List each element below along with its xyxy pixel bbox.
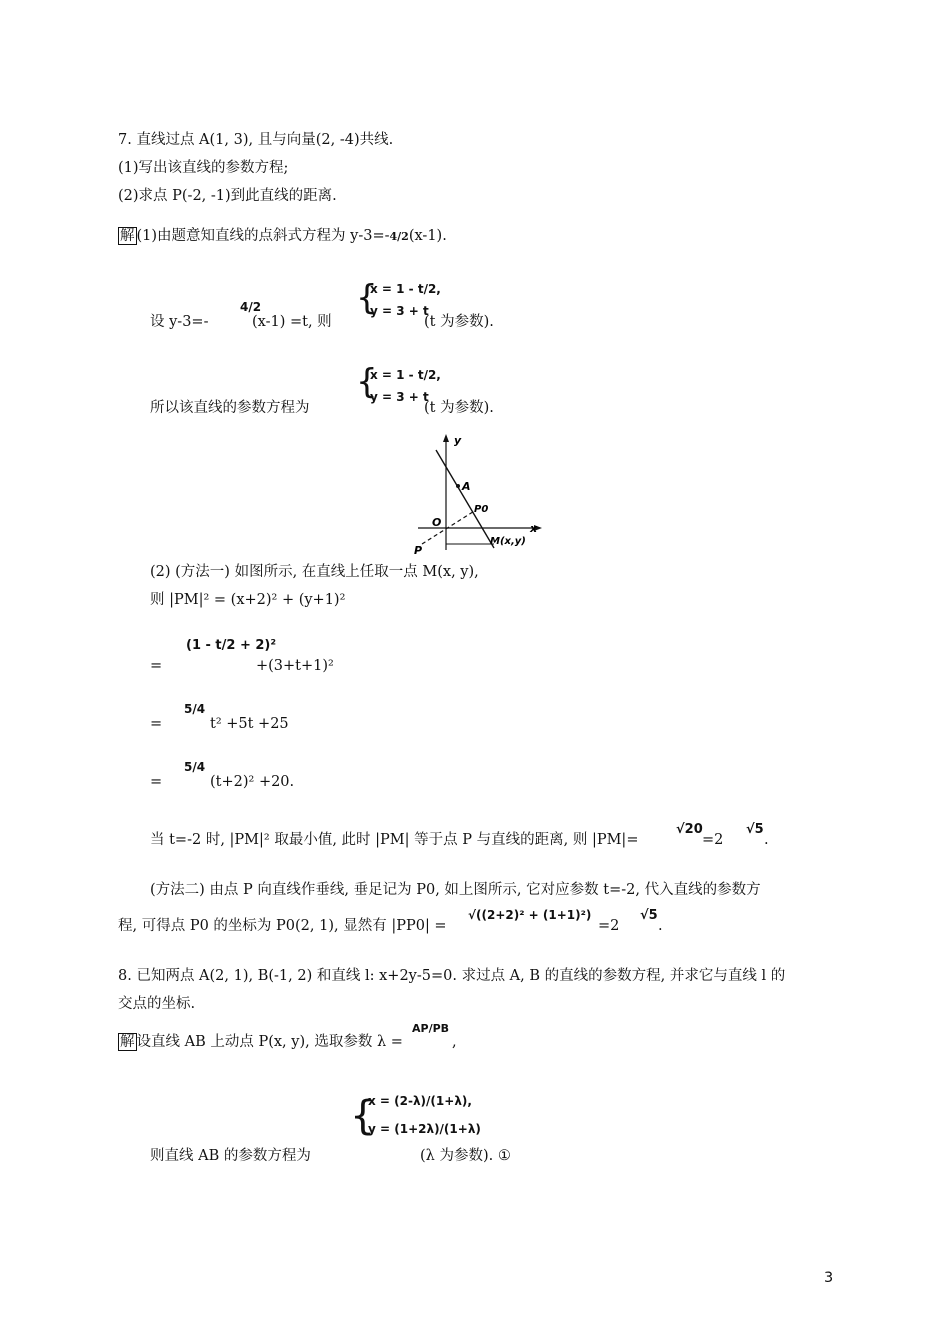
system-x-eq: x = 1 - t/2, [370, 282, 441, 296]
q8-system-y: y = (1+2λ)/(1+λ) [368, 1122, 481, 1136]
eq1-bracket: (1 - t/2 + 2)² [186, 638, 277, 653]
o-label: O [432, 516, 442, 529]
when-end: . [764, 832, 769, 848]
y-label: y [454, 434, 462, 447]
line-l [436, 450, 494, 548]
y-axis-arrow [443, 434, 449, 442]
root-5: √5 [746, 822, 764, 837]
eq1-lhs: = [150, 658, 163, 674]
m-label: M(x,y) [490, 536, 526, 547]
q7-title: 7. 直线过点 A(1, 3), 且与向量(2, -4)共线. [118, 132, 394, 148]
root-20: √20 [676, 822, 703, 837]
system-y-eq-2: y = 3 + t [370, 390, 429, 404]
q8-line1: 8. 已知两点 A(2, 1), B(-1, 2) 和直线 l: x+2y-5=0. 求过点 A, B 的直线的参数方程, 并求它与直线 l 的 [118, 968, 786, 984]
method2-line2: 程, 可得点 P0 的坐标为 P0(2, 1), 显然有 |PP0| = [118, 918, 447, 934]
q7-set-line: 设 y-3=- [150, 314, 209, 330]
fraction-ap-pb: AP/PB [412, 1022, 450, 1035]
fraction-5-4: 5/4 [184, 702, 206, 716]
q8-solution-line: 解 设直线 AB 上动点 P(x, y), 选取参数 λ = [120, 1034, 403, 1050]
q8-then-note: (λ 为参数). ① [420, 1148, 511, 1164]
fraction-4-2: 4/2 [389, 230, 409, 243]
x-label: x [530, 522, 538, 535]
coordinate-figure [410, 432, 550, 560]
eq2-tail: t² +5t +25 [210, 716, 289, 732]
when-eq: =2 [702, 832, 724, 848]
q8-system-x: x = (2-λ)/(1+λ), [368, 1094, 472, 1108]
when-line: 当 t=-2 时, |PM|² 取最小值, 此时 |PM| 等于点 P 与直线的距离, 则 |PM|= [150, 832, 639, 848]
system-brace: { [356, 278, 378, 318]
q7-part1: (1)写出该直线的参数方程; [118, 160, 289, 176]
system-brace-2: { [356, 362, 378, 402]
q7-solution-line1: 解 (1)由题意知直线的点斜式方程为 y-3=-4/2(x-1). [120, 228, 447, 244]
fraction-5-4-b: 5/4 [184, 760, 206, 774]
q8-sol-end: , [452, 1034, 457, 1050]
param-note: (t 为参数). [424, 314, 494, 330]
root-distance: √((2+2)² + (1+1)²) [468, 908, 592, 922]
q8-system-brace: { [350, 1093, 376, 1139]
solution-tag-8: 解 [120, 1034, 135, 1050]
system-x-eq-2: x = 1 - t/2, [370, 368, 441, 382]
perpendicular-segment [422, 510, 476, 544]
system-y-eq: y = 3 + t [370, 304, 429, 318]
eq3-tail: (t+2)² +20. [210, 774, 295, 790]
p-label: P [414, 544, 423, 557]
param-note-2: (t 为参数). [424, 400, 494, 416]
q8-line2: 交点的坐标. [118, 996, 196, 1012]
root-5-b: √5 [640, 908, 658, 923]
eq3-lhs: = [150, 774, 163, 790]
solution-tag: 解 [120, 228, 135, 244]
method1-line1: (2) (方法一) 如图所示, 在直线上任取一点 M(x, y), [150, 564, 479, 580]
q7-conclude: 所以该直线的参数方程为 [150, 400, 310, 416]
eq2-lhs: = [150, 716, 163, 732]
page-number: 3 [824, 1270, 834, 1286]
eq1-tail: +(3+t+1)² [256, 658, 334, 674]
q7-set-mid: (x-1) =t, 则 [252, 314, 332, 330]
method1-line2: 则 |PM|² = (x+2)² + (y+1)² [150, 592, 346, 608]
a-label: A [462, 480, 471, 493]
m2-eq: =2 [598, 918, 620, 934]
p0-label: P0 [474, 504, 489, 515]
method2-line1: (方法二) 由点 P 向直线作垂线, 垂足记为 P0, 如上图所示, 它对应参数 t=-2, 代入直线的参数方 [150, 882, 761, 898]
point-a [456, 484, 460, 488]
fraction-4-2-set: 4/2 [240, 300, 262, 314]
m2-end: . [658, 918, 663, 934]
q7-part2: (2)求点 P(-2, -1)到此直线的距离. [118, 188, 337, 204]
q8-then-text: 则直线 AB 的参数方程为 [150, 1148, 311, 1164]
